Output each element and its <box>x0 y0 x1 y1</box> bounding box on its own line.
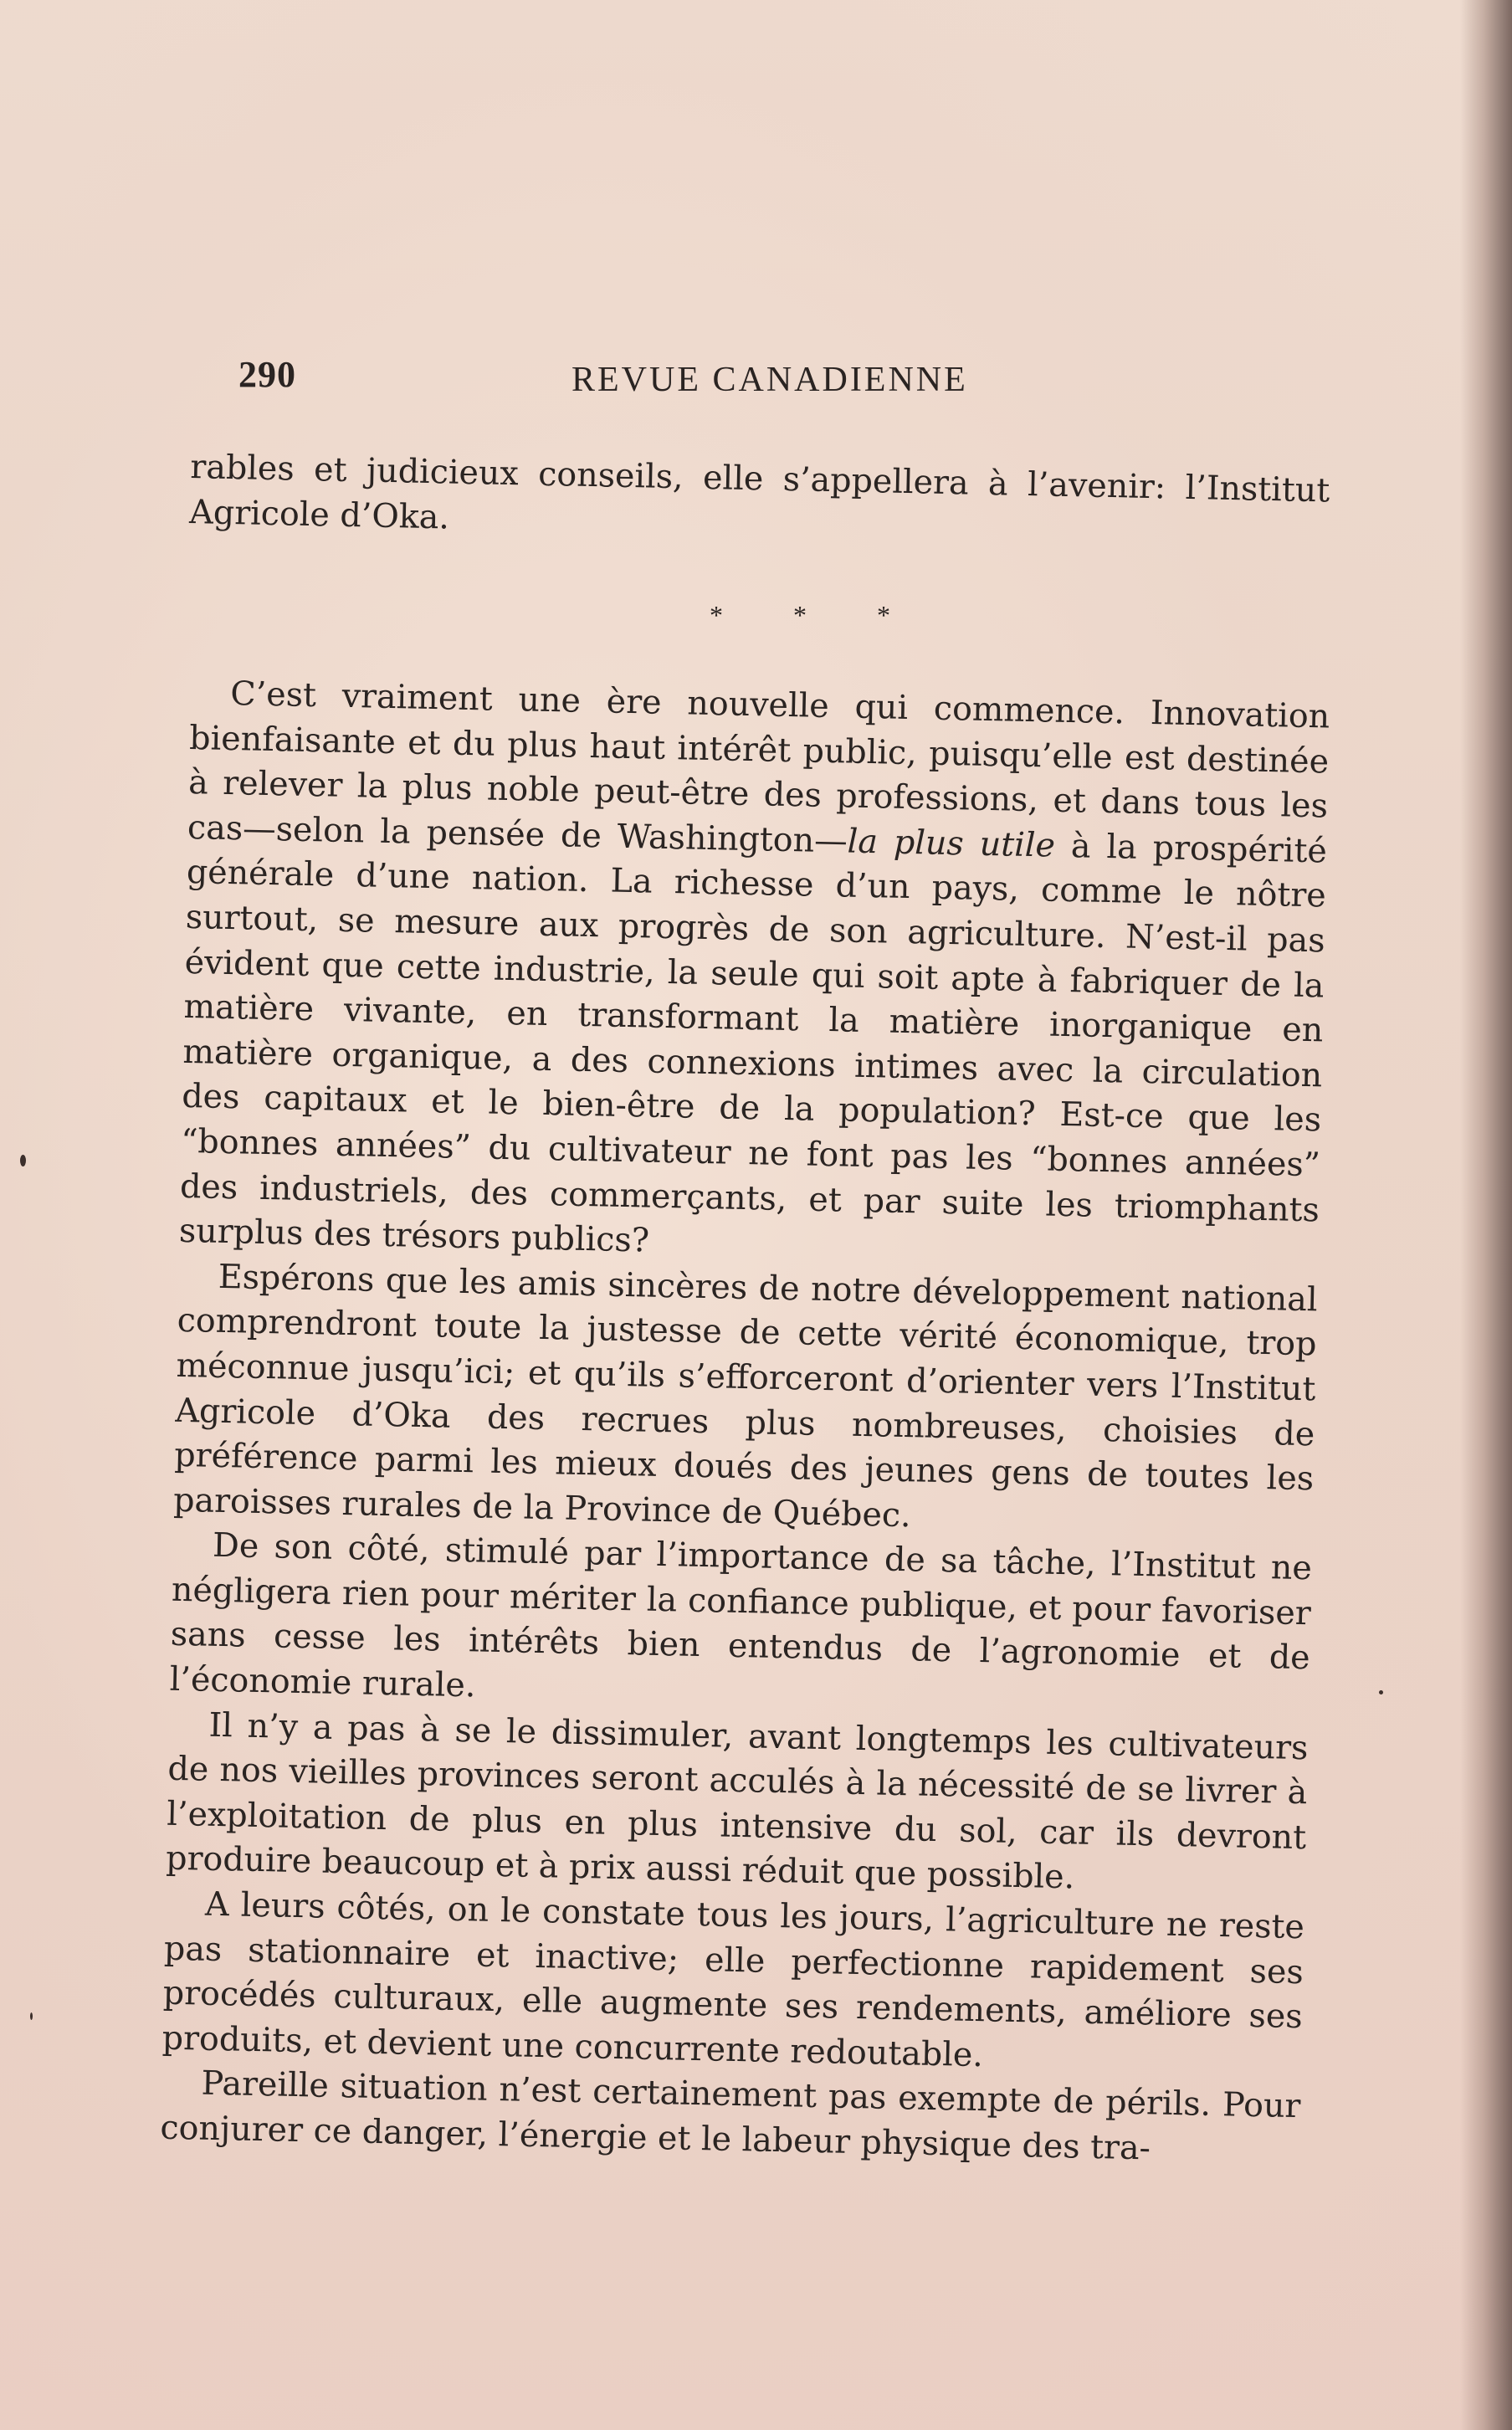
ink-speck <box>20 1155 26 1166</box>
running-title: REVUE CANADIENNE <box>571 361 968 399</box>
ink-speck <box>1379 1690 1383 1694</box>
paragraph-1-emphasis: la plus utile <box>847 822 1056 865</box>
intro-paragraph-block <box>189 445 1330 559</box>
page-header <box>238 343 1347 402</box>
ink-speck <box>30 2012 33 2020</box>
body-text <box>160 671 1330 2175</box>
paragraph-4: Il n’y a pas à se le dissimuler, avant longtemps les cultivateurs de nos vieilles provinces seront acculés à la nécessité de se livrer à l’exploitation de plus en plus intensive du sol, car ils devront produire beaucoup et à prix aussi réduit que possible. <box>165 1705 1309 1897</box>
page-number: 290 <box>238 354 296 395</box>
section-separator: * * * <box>710 600 922 630</box>
paragraph-6: Pareille situation n’est certainement pas exempte de périls. Pour conjurer ce danger, l’énergie et le labeur physique des tra- <box>160 2064 1301 2168</box>
binding-gutter <box>1460 0 1512 2430</box>
paragraph-2: Espérons que les amis sincères de notre développement national comprendront toute la justesse de cette vérité économique, trop méconnue jusqu’ici; et qu’ils s’efforceront d’orienter vers l’Institut Agricole d’Oka des recrues plus nombreuses, choisies de préférence parmi les mieux doués des jeunes gens de toutes les paroisses rurales de la Province de Québec. <box>172 1257 1319 1535</box>
paragraph-5: A leurs côtés, on le constate tous les jours, l’agriculture ne reste pas stationnaire et inactive; elle perfectionne rapidement ses procédés culturaux, elle augmente ses rendements, améliore ses produits, et devient une concurrente redoutable. <box>161 1884 1305 2075</box>
paragraph-1 <box>178 671 1330 1278</box>
paragraph-1-before: C’est vraiment une ère nouvelle qui commence. Innovation bienfaisante et du plus haut intérêt public, puisqu’elle est destinée à relever la plus noble peut-être des professions, et dans tous les cas—selon la pensée de Washington— <box>187 674 1330 861</box>
intro-paragraph: rables et judicieux conseils, elle s’appellera à l’avenir: l’Institut Agricole d’Oka. <box>188 447 1330 537</box>
paragraph-1-after: à la prospérité générale d’une nation. La richesse d’un pays, comme le nôtre surtout, se mesure aux progrès de son agriculture. N’est-il pas évident que cette industrie, la seule qui soit apte à fabriquer de la matière vivante, en transformant la matière inorganique en matière organique, a des connexions intimes avec la circulation des capitaux et le bien-être de la population? Est-ce que les “bonnes années” du cultivateur ne font pas les “bonnes années” des industriels, des commerçants, et par suite les triomphants surplus des trésors publics? <box>178 826 1328 1260</box>
paragraph-3: De son côté, stimulé par l’importance de sa tâche, l’Institut ne négligera rien pour mériter la confiance publique, et pour favoriser sans cesse les intérêts bien entendus de l’agronomie et de l’économie rurale. <box>169 1526 1313 1705</box>
